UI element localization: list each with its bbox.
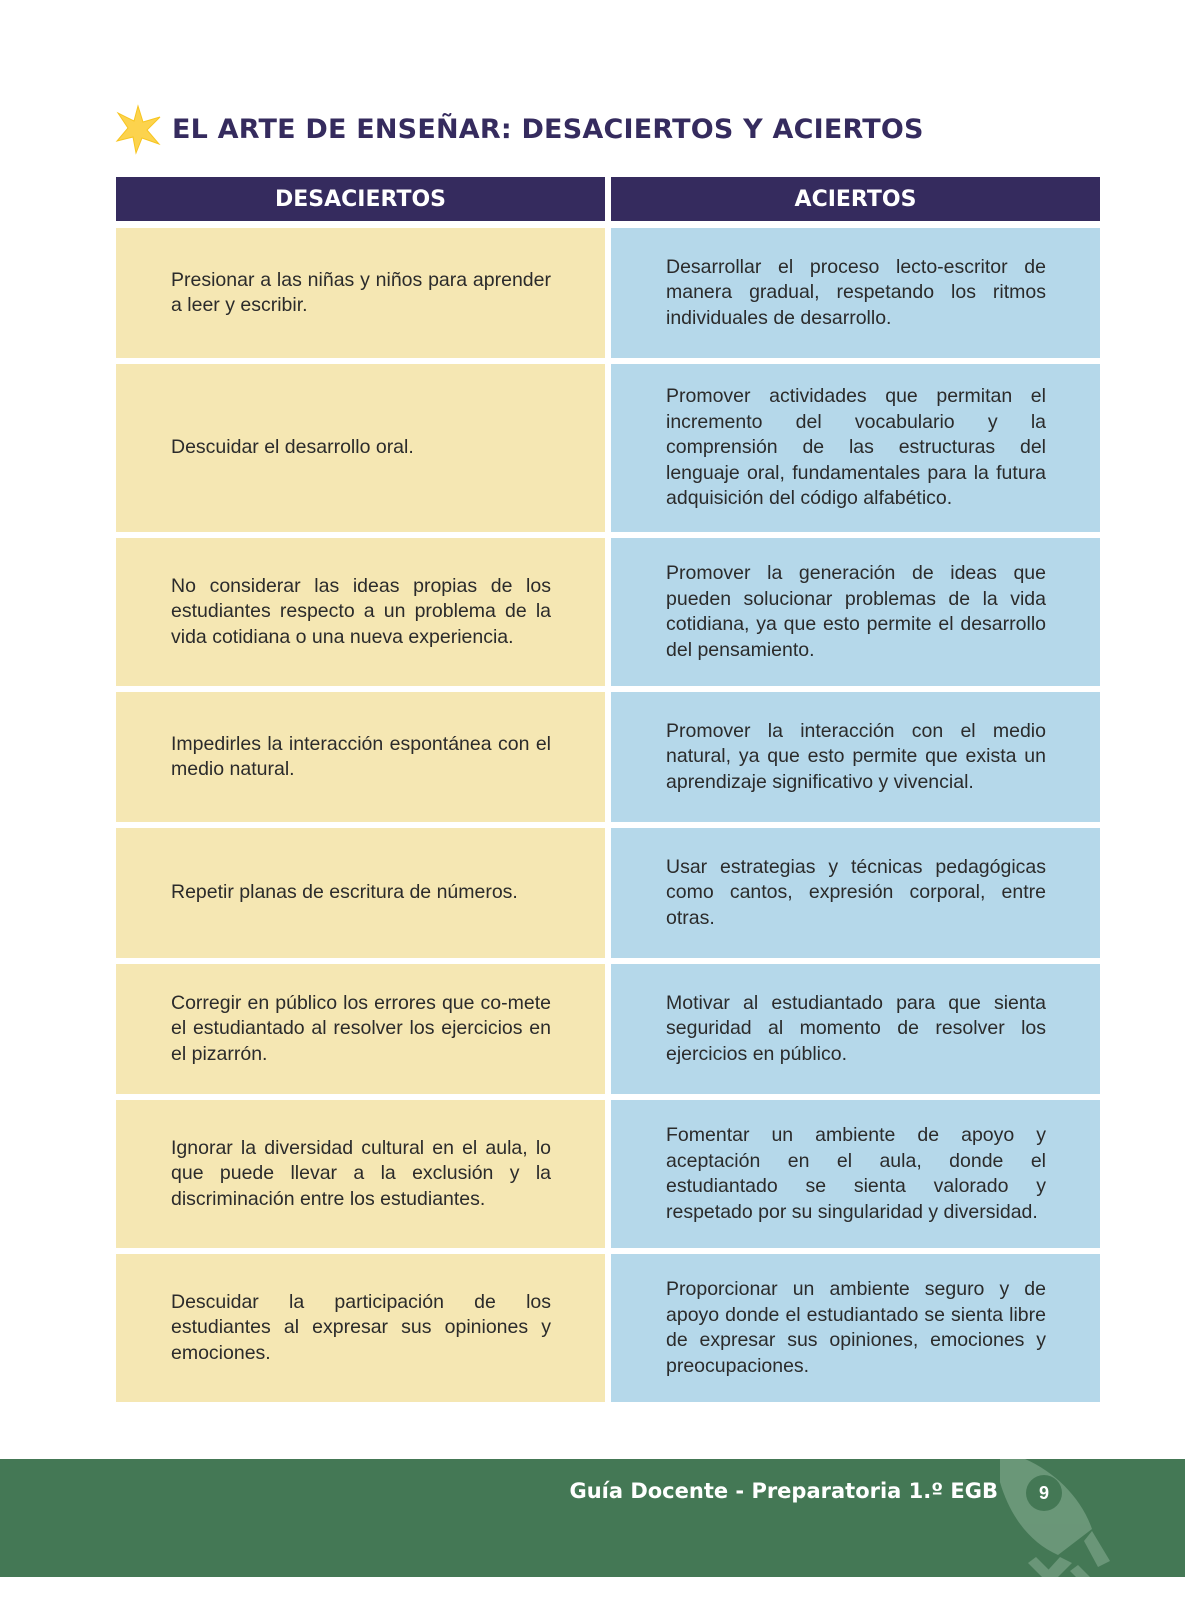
table-row <box>116 228 1100 358</box>
desacierto-cell: Impedirles la interacción espontánea con el medio natural. <box>116 692 605 822</box>
table-row <box>116 1100 1100 1248</box>
table-row <box>116 828 1100 958</box>
desacierto-cell: Descuidar el desarrollo oral. <box>116 364 605 532</box>
desacierto-cell: Ignorar la diversidad cultural en el aula, lo que puede llevar a la exclusión y la discriminación entre los estudiantes. <box>116 1100 605 1248</box>
acierto-cell: Promover la interacción con el medio natural, ya que esto permite que exista un aprendizaje significativo y vivencial. <box>611 692 1100 822</box>
acierto-cell: Promover la generación de ideas que pueden solucionar problemas de la vida cotidiana, ya que esto permite el desarrollo del pensamiento. <box>611 538 1100 686</box>
comparison-table <box>116 177 1100 1408</box>
acierto-cell: Usar estrategias y técnicas pedagógicas como cantos, expresión corporal, entre otras. <box>611 828 1100 958</box>
page-number: 9 <box>1026 1475 1062 1511</box>
acierto-cell: Desarrollar el proceso lecto-escritor de manera gradual, respetando los ritmos individuales de desarrollo. <box>611 228 1100 358</box>
footer-text: Guía Docente - Preparatoria 1.º EGB <box>569 1479 998 1503</box>
title-block <box>112 104 924 154</box>
column-header-aciertos: ACIERTOS <box>611 177 1100 221</box>
desacierto-cell: Corregir en público los errores que co-mete el estudiantado al resolver los ejercicios en el pizarrón. <box>116 964 605 1094</box>
desacierto-cell: Presionar a las niñas y niños para aprender a leer y escribir. <box>116 228 605 358</box>
table-header <box>116 177 1100 221</box>
table-row <box>116 538 1100 686</box>
desacierto-cell: Repetir planas de escritura de números. <box>116 828 605 958</box>
acierto-cell: Motivar al estudiantado para que sienta seguridad al momento de resolver los ejercicios en público. <box>611 964 1100 1094</box>
acierto-cell: Promover actividades que permitan el incremento del vocabulario y la comprensión de las estructuras del lenguaje oral, fundamentales para la futura adquisición del código alfabético. <box>611 364 1100 532</box>
table-row <box>116 692 1100 822</box>
desacierto-cell: No considerar las ideas propias de los estudiantes respecto a un problema de la vida cotidiana o una nueva experiencia. <box>116 538 605 686</box>
table-row <box>116 1254 1100 1402</box>
column-header-desaciertos: DESACIERTOS <box>116 177 605 221</box>
table-row <box>116 364 1100 532</box>
acierto-cell: Fomentar un ambiente de apoyo y aceptación en el aula, donde el estudiantado se sienta valorado y respetado por su singularidad y diversidad. <box>611 1100 1100 1248</box>
rocket-icon <box>1000 1459 1150 1577</box>
acierto-cell: Proporcionar un ambiente seguro y de apoyo donde el estudiantado se sienta libre de expresar sus opiniones, emociones y preocupaciones. <box>611 1254 1100 1402</box>
desacierto-cell: Descuidar la participación de los estudiantes al expresar sus opiniones y emociones. <box>116 1254 605 1402</box>
table-row <box>116 964 1100 1094</box>
page-footer <box>0 1459 1185 1577</box>
star-icon <box>112 103 164 155</box>
page-title: EL ARTE DE ENSEÑAR: DESACIERTOS Y ACIERTOS <box>172 113 924 145</box>
